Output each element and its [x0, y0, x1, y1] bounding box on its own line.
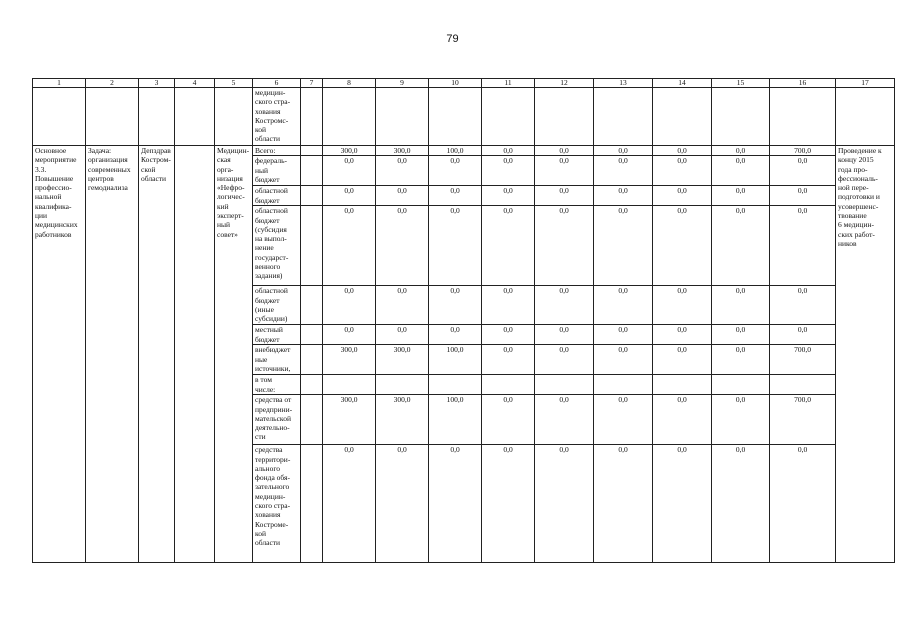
amount-cell: 0,0 — [712, 325, 770, 345]
amount-cell: 300,0 — [323, 395, 376, 445]
amount-cell: 0,0 — [376, 186, 429, 206]
amount-cell: 0,0 — [653, 325, 712, 345]
funding-source-cell: областной бюджет (иные субсидии) — [253, 286, 301, 325]
amount-cell — [376, 375, 429, 395]
amount-cell: 0,0 — [712, 345, 770, 375]
carry-over-row — [33, 88, 895, 146]
amount-cell: 0,0 — [323, 206, 376, 286]
amount-cell: 0,0 — [712, 286, 770, 325]
amount-cell: 0,0 — [712, 146, 770, 156]
amount-cell: 0,0 — [594, 445, 653, 563]
amount-cell: 700,0 — [770, 345, 836, 375]
column-number: 1 — [33, 79, 86, 88]
executor-cell: Депздрав Костром- ской области — [139, 146, 175, 563]
amount-cell: 0,0 — [482, 156, 535, 186]
column-number: 15 — [712, 79, 770, 88]
expected-result-cell: Проведение к концу 2015 года про- фессиональ- ной пере- подготовки и усовершенс- твование 6 медицин- ских работ- ников — [836, 146, 895, 563]
empty-cell — [301, 345, 323, 375]
amount-cell: 0,0 — [535, 186, 594, 206]
empty-cell — [301, 375, 323, 395]
column-number: 9 — [376, 79, 429, 88]
activity-name-cell: Основное мероприятие 3.3. Повышение профессио- нальной квалифика- ции медицинских работников — [33, 146, 86, 563]
funding-source-cell: средства территори- ального фонда обя- зательного медицин- ского стра- хования Костроме- кой области — [253, 445, 301, 563]
funding-source-cell: федераль- ный бюджет — [253, 156, 301, 186]
amount-cell: 300,0 — [323, 345, 376, 375]
amount-cell: 0,0 — [712, 186, 770, 206]
amount-cell: 0,0 — [482, 445, 535, 563]
funding-source-cell: Всего: — [253, 146, 301, 156]
amount-cell — [594, 375, 653, 395]
amount-cell: 0,0 — [712, 445, 770, 563]
amount-cell: 0,0 — [482, 286, 535, 325]
amount-cell: 0,0 — [376, 286, 429, 325]
amount-cell: 0,0 — [482, 186, 535, 206]
amount-cell: 0,0 — [770, 286, 836, 325]
amount-cell: 0,0 — [594, 395, 653, 445]
amount-cell: 0,0 — [594, 186, 653, 206]
amount-cell: 0,0 — [594, 156, 653, 186]
amount-cell: 0,0 — [482, 345, 535, 375]
column-number: 16 — [770, 79, 836, 88]
amount-cell: 100,0 — [429, 395, 482, 445]
amount-cell: 0,0 — [653, 146, 712, 156]
amount-cell: 0,0 — [770, 186, 836, 206]
amount-cell — [482, 375, 535, 395]
column-number: 8 — [323, 79, 376, 88]
budget-table — [32, 78, 895, 563]
amount-cell: 0,0 — [594, 345, 653, 375]
funding-source-cell: средства от предприни- мательской деятельно- сти — [253, 395, 301, 445]
amount-cell: 0,0 — [535, 156, 594, 186]
amount-cell: 0,0 — [712, 395, 770, 445]
amount-cell: 0,0 — [535, 206, 594, 286]
amount-cell: 300,0 — [323, 146, 376, 156]
funding-row — [33, 146, 895, 156]
amount-cell: 0,0 — [535, 286, 594, 325]
amount-cell: 0,0 — [429, 206, 482, 286]
amount-cell: 0,0 — [323, 186, 376, 206]
amount-cell: 0,0 — [535, 325, 594, 345]
empty-cell — [301, 156, 323, 186]
amount-cell: 0,0 — [653, 395, 712, 445]
amount-cell: 0,0 — [482, 146, 535, 156]
column-number: 14 — [653, 79, 712, 88]
amount-cell: 0,0 — [653, 445, 712, 563]
amount-cell: 700,0 — [770, 395, 836, 445]
amount-cell: 0,0 — [429, 445, 482, 563]
amount-cell — [323, 375, 376, 395]
funding-source-cell: областной бюджет (субсидия на выпол- нение государст- венного задания) — [253, 206, 301, 286]
amount-cell: 0,0 — [594, 286, 653, 325]
empty-cell — [301, 186, 323, 206]
amount-cell: 0,0 — [653, 186, 712, 206]
amount-cell: 700,0 — [770, 146, 836, 156]
amount-cell: 300,0 — [376, 146, 429, 156]
funding-source-cell: областной бюджет — [253, 186, 301, 206]
column-number: 7 — [301, 79, 323, 88]
amount-cell: 0,0 — [594, 206, 653, 286]
amount-cell: 0,0 — [429, 156, 482, 186]
amount-cell: 0,0 — [535, 345, 594, 375]
empty-cell — [301, 146, 323, 156]
column-number: 12 — [535, 79, 594, 88]
empty-cell — [301, 286, 323, 325]
amount-cell: 0,0 — [653, 286, 712, 325]
amount-cell — [653, 375, 712, 395]
funding-source-cell: медицин- ского стра- хования Костромс- кой области — [253, 88, 301, 146]
amount-cell: 0,0 — [323, 286, 376, 325]
amount-cell: 0,0 — [712, 156, 770, 186]
amount-cell: 300,0 — [376, 395, 429, 445]
participant-cell: Медицин- ская орга- низация «Нефро- логичес- кий эксперт- ный совет» — [215, 146, 253, 563]
amount-cell: 0,0 — [594, 325, 653, 345]
empty-cell — [301, 325, 323, 345]
amount-cell — [535, 375, 594, 395]
amount-cell: 0,0 — [770, 206, 836, 286]
amount-cell: 0,0 — [594, 146, 653, 156]
amount-cell: 0,0 — [376, 445, 429, 563]
amount-cell: 0,0 — [770, 156, 836, 186]
amount-cell: 0,0 — [376, 325, 429, 345]
amount-cell: 0,0 — [535, 395, 594, 445]
column-number: 3 — [139, 79, 175, 88]
amount-cell: 0,0 — [653, 206, 712, 286]
column-number: 4 — [175, 79, 215, 88]
amount-cell: 0,0 — [482, 206, 535, 286]
column-number: 6 — [253, 79, 301, 88]
task-cell: Задача: организация современных центров гемодиализа — [86, 146, 139, 563]
page-number: 79 — [446, 33, 459, 45]
amount-cell: 0,0 — [429, 186, 482, 206]
column-number: 5 — [215, 79, 253, 88]
amount-cell: 300,0 — [376, 345, 429, 375]
column-number-row — [33, 79, 895, 88]
amount-cell: 0,0 — [323, 156, 376, 186]
amount-cell: 100,0 — [429, 345, 482, 375]
amount-cell: 0,0 — [482, 395, 535, 445]
empty-cell — [301, 206, 323, 286]
amount-cell: 0,0 — [323, 445, 376, 563]
amount-cell: 0,0 — [376, 206, 429, 286]
column-number: 17 — [836, 79, 895, 88]
amount-cell: 0,0 — [653, 345, 712, 375]
column-number: 11 — [482, 79, 535, 88]
amount-cell: 0,0 — [653, 156, 712, 186]
empty-cell — [301, 445, 323, 563]
funding-source-cell: местный бюджет — [253, 325, 301, 345]
column-number: 10 — [429, 79, 482, 88]
funding-source-cell: внебюджет ные источники, — [253, 345, 301, 375]
column-number: 13 — [594, 79, 653, 88]
amount-cell: 0,0 — [482, 325, 535, 345]
amount-cell: 0,0 — [712, 206, 770, 286]
amount-cell: 0,0 — [376, 156, 429, 186]
amount-cell: 0,0 — [323, 325, 376, 345]
amount-cell — [770, 375, 836, 395]
empty-cell — [175, 146, 215, 563]
column-number: 2 — [86, 79, 139, 88]
amount-cell: 0,0 — [770, 325, 836, 345]
amount-cell: 0,0 — [429, 325, 482, 345]
funding-source-cell: в том числе: — [253, 375, 301, 395]
amount-cell: 0,0 — [429, 286, 482, 325]
amount-cell — [429, 375, 482, 395]
empty-cell — [301, 395, 323, 445]
amount-cell: 100,0 — [429, 146, 482, 156]
amount-cell: 0,0 — [770, 445, 836, 563]
amount-cell: 0,0 — [535, 146, 594, 156]
amount-cell: 0,0 — [535, 445, 594, 563]
amount-cell — [712, 375, 770, 395]
